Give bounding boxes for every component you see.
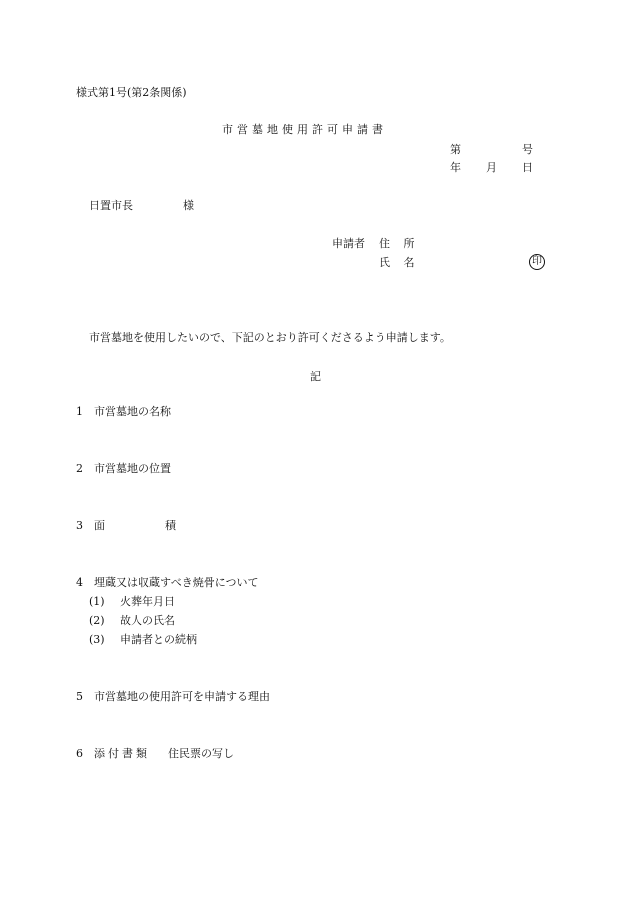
subitem-label: 申請者との続柄 [120,633,197,646]
subitem-number: (3) [89,633,105,646]
item-number: 3 [76,519,83,532]
item-label: 添付書類 [94,747,150,760]
number-prefix: 第 [450,143,461,156]
addressee-honorific: 様 [183,199,194,212]
item-label-2: 積 [165,519,176,532]
name-label: 氏 名 [379,256,420,269]
subitem-label: 火葬年月日 [120,595,175,608]
item-label: 市営墓地の位置 [94,462,171,475]
ki-heading: 記 [310,370,321,383]
subitem-1 [89,595,175,609]
item-label: 市営墓地の使用許可を申請する理由 [94,690,270,703]
form-number: 様式第1号(第2条関係) [76,86,187,99]
document-title: 市営墓地使用許可申請書 [222,123,387,136]
subitem-label: 故人の氏名 [120,614,175,627]
subitem-number: (2) [89,614,105,627]
item-6 [76,747,234,761]
item-number: 1 [76,405,83,418]
body-text: 市営墓地を使用したいので、下記のとおり許可くださるよう申請します。 [89,331,451,344]
subitem-3 [89,633,197,647]
item-number: 2 [76,462,83,475]
item-5 [76,690,270,704]
item-label: 面 [94,519,105,532]
item-value: 住民票の写し [168,747,234,760]
applicant-label: 申請者 [332,237,365,250]
date-day-label: 日 [522,161,533,174]
item-2 [76,462,171,476]
subitem-number: (1) [89,595,105,608]
item-number: 4 [76,576,83,589]
seal-mark: 印 [529,254,545,270]
item-3 [76,519,176,533]
addressee: 日置市長 [89,199,133,212]
item-1 [76,405,171,419]
address-label: 住 所 [379,237,420,250]
number-suffix: 号 [522,143,533,156]
item-label: 市営墓地の名称 [94,405,171,418]
item-label: 埋蔵又は収蔵すべき焼骨について [94,576,259,589]
item-number: 5 [76,690,83,703]
item-number: 6 [76,747,83,760]
date-month-label: 月 [486,161,497,174]
subitem-2 [89,614,175,628]
item-4 [76,576,259,590]
date-year-label: 年 [450,161,461,174]
